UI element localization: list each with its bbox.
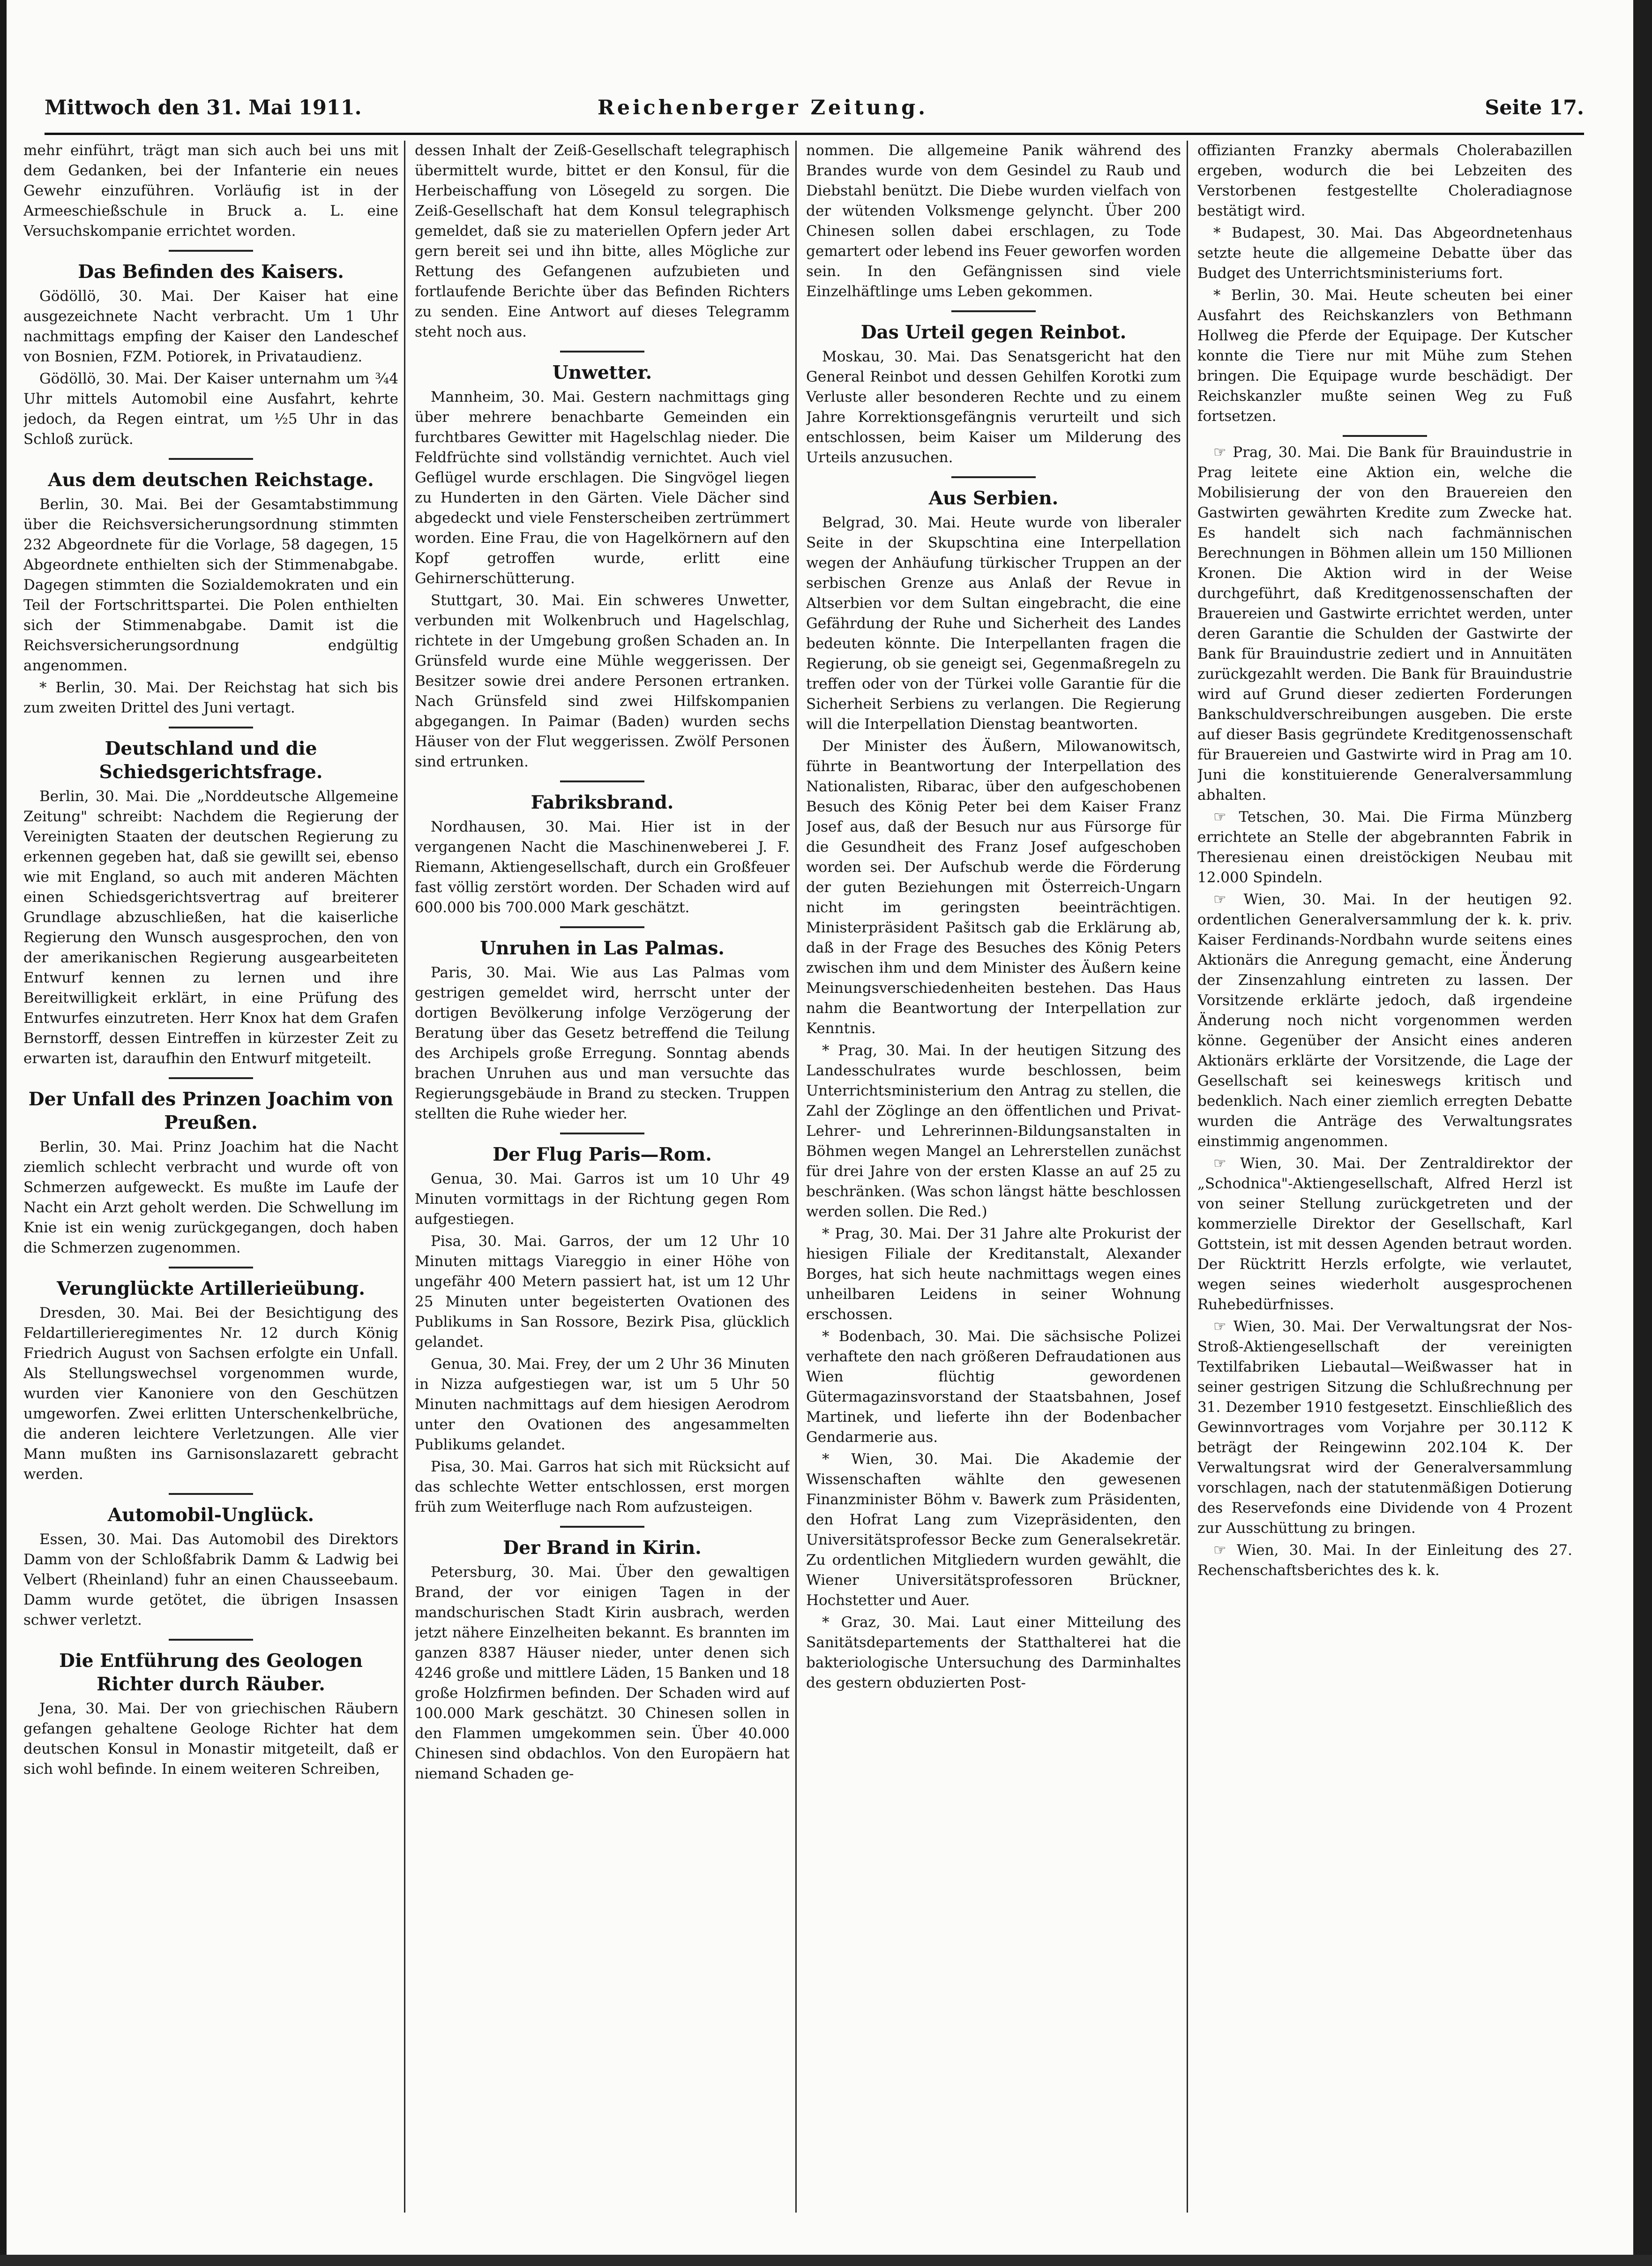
article-paragraph: Gödöllö, 30. Mai. Der Kaiser hat eine ausgezeichnete Nacht verbracht. Um 1 Uhr nachmittags empfing der Kaiser den Landeschef von Bosnien, FZM. Potiorek, in Privataudienz. <box>23 288 398 365</box>
article-separator <box>560 351 644 353</box>
article-paragraph: ☞ Wien, 30. Mai. In der heutigen 92. ordentlichen Generalversammlung der k. k. priv. Kaiser Ferdinands-Nordbahn wurde seitens eines Aktionärs die Anregung gemacht, eine Änderung der Zinsenzahlung eintreten zu lassen. Der Vorsitzende erklärte jedoch, daß irgendeine Änderung noch nicht vorgenommen werden könne. Gegenüber der Ansicht eines anderen Aktionärs erklärte der Vorsitzende, die Lage der Gesellschaft sei keineswegs kritisch und bedenklich. Nach einer ziemlich erregten Debatte wurden die Anträge des Verwaltungsrates einstimmig angenommen. <box>1197 891 1572 1150</box>
article <box>415 351 790 772</box>
article-paragraph: dessen Inhalt der Zeiß-Gesellschaft telegraphisch übermittelt wurde, bittet er den Konsul, für die Herbeischaffung von Lösegeld zu sorgen. Die Zeiß-Gesellschaft hat dem Konsul telegraphisch gemeldet, daß sie zu materiellen Opfern jeder Art gern bereit sei und ihn bitte, alles Mögliche zur Rettung des Gefangenen aufzubieten und fortlaufende Berichte über das Befinden Richters zu senden. Eine Antwort auf dieses Telegramm steht noch aus. <box>415 142 790 340</box>
article-paragraph: ☞ Tetschen, 30. Mai. Die Firma Münzberg errichtete an Stelle der abgebrannten Fabrik in Theresienau einen dreistöckigen Neubau mit 12.000 Spindeln. <box>1197 809 1572 886</box>
article-separator <box>169 1077 253 1079</box>
article-paragraph: offizianten Franzky abermals Cholerabazillen ergeben, wodurch die bei Lebzeiten des Verstorbenen festgestellte Choleradiagnose bestätigt wird. <box>1197 142 1572 219</box>
article <box>23 458 398 718</box>
article <box>23 727 398 1069</box>
article-paragraph: Berlin, 30. Mai. Bei der Gesamtabstimmung über die Reichsversicherungsordnung stimmten 232 Abgeordnete für die Vorlage, 58 dagegen, 15 Abgeordnete enthielten sich der Stimmenabgabe. Dagegen stimmten die Sozialdemokraten und ein Teil der Fortschrittspartei. Die Polen enthielten sich der Stimmenabgabe. Damit ist die Reichsversicherungsordnung endgültig angenommen. <box>23 496 398 674</box>
article <box>806 310 1181 468</box>
article-paragraph: Der Minister des Äußern, Milowanowitsch, führte in Beantwortung der Interpellation des Nationalisten, Ribarac, über den aufgeschobenen Besuch des König Peter bei dem Kaiser Franz Josef aus, daß der Besuch nur aus Fürsorge für die Gesundheit des Franz Josef aufgeschoben worden sei. Der Aufschub werde die Förderung der guten Beziehungen mit Österreich-Ungarn nicht im geringsten beeinträchtigen. Ministerpräsident Pašitsch gab die Erklärung ab, daß in der Frage des Besuches des König Peters zwischen ihm und dem Minister des Äußern keine Meinungsverschiedenheiten bestehen. Das Haus nahm die Beantwortung der Interpellation zur Kenntnis. <box>806 738 1181 1037</box>
article-separator <box>951 476 1036 478</box>
article-separator <box>560 926 644 928</box>
article-headline: Der Flug Paris—Rom. <box>493 1144 712 1165</box>
article-paragraph: * Bodenbach, 30. Mai. Die sächsische Polizei verhaftete den nach größeren Defraudationen aus Wien flüchtig gewordenen Gütermagazinsvorstand der Staatsbahnen, Josef Martinek, und lieferte ihn der Bodenbacher Gendarmerie aus. <box>806 1328 1181 1446</box>
article <box>415 141 790 342</box>
article-headline: Der Unfall des Prinzen Joachim von Preußen. <box>28 1088 394 1133</box>
article-separator <box>169 250 253 252</box>
article-headline: Unwetter. <box>552 362 652 383</box>
article-paragraph: Pisa, 30. Mai. Garros, der um 12 Uhr 10 Minuten mittags Viareggio in einer Höhe von ungefähr 400 Metern passiert hat, ist um 12 Uhr 25 Minuten unter begeisterten Ovationen des Publikums in San Rossore, Bezirk Pisa, glücklich gelandet. <box>415 1233 790 1351</box>
article <box>415 1526 790 1784</box>
article-headline: Aus dem deutschen Reichstage. <box>48 469 374 491</box>
scan-edge-left <box>0 0 7 2266</box>
article <box>806 141 1181 302</box>
article-headline: Aus Serbien. <box>928 488 1059 509</box>
article-paragraph: * Prag, 30. Mai. In der heutigen Sitzung des Landesschulrates wurde beschlossen, beim Unterrichtsministerium den Antrag zu stellen, die Zahl der Zöglinge an den öffentlichen und Privat-Lehrer- und Lehrerinnen-Bildungsanstalten in Böhmen wegen Mangel an Lehrerstellen zunächst für drei Jahre von der ersten Klasse an auf 25 zu beschränken. (Was schon längst hätte beschlossen werden sollen. Die Red.) <box>806 1042 1181 1220</box>
article-paragraph: Genua, 30. Mai. Frey, der um 2 Uhr 36 Minuten in Nizza aufgestiegen war, ist um 5 Uhr 50 Minuten nachmittags auf dem hiesigen Aerodrom unter den Ovationen des angesammelten Publikums gelandet. <box>415 1356 790 1453</box>
article-paragraph: Belgrad, 30. Mai. Heute wurde von liberaler Seite in der Skupschtina eine Interpellation wegen der Anhäufung türkischer Truppen an der serbischen Grenze aus Anlaß der Revue in Altserbien vor dem Sultan eingebracht, die eine Gefährdung der Ruhe und Sicherheit des Landes bedeuten könnte. Die Interpellanten fragen die Regierung, ob sie geneigt sei, Gegenmaßregeln zu treffen oder von der Türkei volle Garantie für die Sicherheit Serbiens zu verlangen. Die Regierung will die Interpellation Dienstag beantworten. <box>806 514 1181 733</box>
article-paragraph: Genua, 30. Mai. Garros ist um 10 Uhr 49 Minuten vormittags in der Richtung gegen Rom aufgestiegen. <box>415 1171 790 1228</box>
article <box>23 1077 398 1258</box>
article <box>1197 435 1572 1581</box>
article-headline: Verunglückte Artillerieübung. <box>57 1278 365 1299</box>
header-date: Mittwoch den 31. Mai 1911. <box>45 96 362 120</box>
article <box>415 1133 790 1517</box>
article <box>23 1493 398 1630</box>
article-paragraph: Moskau, 30. Mai. Das Senatsgericht hat den General Reinbot und dessen Gehilfen Korotki zum Verluste aller besonderen Rechte und zu einem Jahre Korrektionsgefängnis verurteilt und sich entschlossen, beim Kaiser um Milderung des Urteils anzusuchen. <box>806 348 1181 466</box>
header-rule <box>45 133 1584 135</box>
article-paragraph: Essen, 30. Mai. Das Automobil des Direktors Damm von der Schloßfabrik Damm & Ladwig bei Velbert (Rheinland) fuhr an einen Chausseebaum. Damm wurde getötet, die übrigen Insassen schwer verletzt. <box>23 1531 398 1628</box>
article-paragraph: Pisa, 30. Mai. Garros hat sich mit Rücksicht auf das schlechte Wetter entschlossen, erst morgen früh zum Weiterfluge nach Rom aufzusteigen. <box>415 1458 790 1516</box>
column-3 <box>806 141 1181 2208</box>
article-paragraph: * Prag, 30. Mai. Der 31 Jahre alte Prokurist der hiesigen Filiale der Kreditanstalt, Alexander Borges, hat sich heute nachmittags wegen eines unheilbaren Leidens in seiner Wohnung erschossen. <box>806 1225 1181 1323</box>
scan-edge-bottom <box>0 2255 1652 2266</box>
article <box>806 476 1181 1693</box>
article-paragraph: * Wien, 30. Mai. Die Akademie der Wissenschaften wählte den gewesenen Finanzminister Böhm v. Bawerk zum Präsidenten, den Hofrat Lang zum Vizepräsidenten, den Universitätsprofessor Becke zum Generalsekretär. Zu ordentlichen Mitgliedern wurden gewählt, die Wiener Universitätsprofessoren Brückner, Hochstetter und Auer. <box>806 1451 1181 1609</box>
article-paragraph: * Berlin, 30. Mai. Heute scheuten bei einer Ausfahrt des Reichskanzlers von Bethmann Hollweg die Pferde der Equipage. Der Kutscher konnte die Tiere nur mit Mühe zum Stehen bringen. Die Equipage wurde beschädigt. Der Reichskanzler mußte seinen Weg zu Fuß fortsetzen. <box>1197 287 1572 425</box>
article <box>415 780 790 918</box>
article-paragraph: * Berlin, 30. Mai. Der Reichstag hat sich bis zum zweiten Drittel des Juni vertagt. <box>23 679 398 716</box>
article <box>23 250 398 450</box>
article-separator <box>169 458 253 460</box>
article-paragraph: Berlin, 30. Mai. Die „Norddeutsche Allgemeine Zeitung" schreibt: Nachdem die Regierung der Vereinigten Staaten der deutschen Regierung zu erkennen gegeben hat, daß sie gewillt sei, ebenso wie mit England, so auch mit anderen Mächten einen Schiedsgerichtsvertrag auf breiterer Grundlage abzuschließen, hat die kaiserliche Regierung den Wunsch ausgesprochen, den von der amerikanischen Regierung ausgearbeiteten Entwurf kennen zu lernen und ihre Bereitwilligkeit erklärt, in eine Prüfung des Entwurfes einzutreten. Herr Knox hat dem Grafen Bernstorff, dessen Eintreffen in kürzester Zeit zu erwarten ist, daraufhin den Entwurf mitgeteilt. <box>23 788 398 1067</box>
column-4 <box>1197 141 1572 2208</box>
article-paragraph: mehr einführt, trägt man sich auch bei uns mit dem Gedanken, bei der Infanterie ein neues Gewehr einzuführen. Vorläufig ist in der Armeeschießschule in Bruck a. L. eine Versuchskompanie errichtet worden. <box>23 142 398 240</box>
article-separator <box>169 1639 253 1641</box>
article-headline: Deutschland und die Schiedsgerichtsfrage. <box>99 738 323 783</box>
article <box>23 141 398 241</box>
article-headline: Automobil-Unglück. <box>107 1504 314 1526</box>
article <box>415 926 790 1124</box>
article-headline: Das Befinden des Kaisers. <box>78 261 344 283</box>
article-separator <box>169 1267 253 1268</box>
article-separator <box>560 1133 644 1134</box>
article-separator <box>560 780 644 782</box>
article-paragraph: Petersburg, 30. Mai. Über den gewaltigen Brand, der vor einigen Tagen in der mandschurischen Stadt Kirin ausbrach, werden jetzt nähere Einzelheiten bekannt. Es brannten im ganzen 8387 Häuser nieder, unter denen sich 4246 große und mittlere Läden, 15 Banken und 18 große Holzfirmen befinden. Der Schaden wird auf 100.000 Mark geschätzt. 30 Chinesen sollen in den Flammen umgekommen sein. Über 40.000 Chinesen sind obdachlos. Von den Europäern hat niemand Schaden ge- <box>415 1564 790 1782</box>
article-headline: Unruhen in Las Palmas. <box>480 938 725 959</box>
article-paragraph: ☞ Wien, 30. Mai. In der Einleitung des 27. Rechenschaftsberichtes des k. k. <box>1197 1542 1572 1579</box>
page-header <box>45 96 1584 129</box>
scan-edge-right <box>1633 0 1652 2266</box>
article-headline: Die Entführung des Geologen Richter durch Räuber. <box>59 1650 363 1695</box>
article-separator <box>951 310 1036 312</box>
column-2 <box>415 141 790 2208</box>
article-paragraph: Mannheim, 30. Mai. Gestern nachmittags ging über mehrere benachbarte Gemeinden ein furchtbares Gewitter mit Hagelschlag nieder. Die Feldfrüchte sind vollständig vernichtet. Auch viel Geflügel wurde erschlagen. Die Singvögel liegen zu Hunderten in den Gärten. Viele Dächer sind abgedeckt und viele Fensterscheiben zertrümmert worden. Eine Frau, die von Hagelkörnern auf den Kopf getroffen wurde, erlitt eine Gehirnerschütterung. <box>415 389 790 587</box>
article-paragraph: ☞ Prag, 30. Mai. Die Bank für Brauindustrie in Prag leitete eine Aktion ein, welche die Mobilisierung der von den Brauereien den Gastwirten gewährten Kredite zum Zwecke hat. Es handelt sich nach fachmännischen Berechnungen in Böhmen allein um 150 Millionen Kronen. Die Aktion wird in der Weise durchgeführt, daß Kreditgenossenschaften der Brauereien und Gastwirte errichtet werden, unter deren Garantie die Schulden der Gastwirte der Bank für Brauindustrie zediert und in Annuitäten zurückgezahlt werden. Die Bank für Brauindustrie wird auf Grund dieser zedierten Forderungen Bankschuldverschreibungen ausgeben. Die erste auf dieser Basis gegründete Kreditgenossenschaft für Brauereien und Gastwirte wird in Prag am 10. Juni die konstituierende Generalversammlung abhalten. <box>1197 444 1572 803</box>
article-paragraph: Jena, 30. Mai. Der von griechischen Räubern gefangen gehaltene Geologe Richter hat dem deutschen Konsul in Monastir mitgeteilt, daß er sich wohl befinde. In einem weiteren Schreiben, <box>23 1700 398 1778</box>
header-page-number: Seite 17. <box>1485 96 1584 120</box>
article-headline: Der Brand in Kirin. <box>503 1537 702 1559</box>
article-paragraph: * Budapest, 30. Mai. Das Abgeordnetenhaus setzte heute die allgemeine Debatte über das Budget des Unterrichtsministeriums fort. <box>1197 225 1572 282</box>
column-divider <box>404 141 405 2213</box>
article-paragraph: ☞ Wien, 30. Mai. Der Verwaltungsrat der Nos-Stroß-Aktiengesellschaft der vereinigten Textilfabriken Liebautal—Weißwasser hat in seiner gestrigen Sitzung die Schlußrechnung per 31. Dezember 1910 festgesetzt. Einschließlich des Gewinnvortrages vom Vorjahre per 30.112 K beträgt der Reingewinn 202.104 K. Der Verwaltungsrat wird der Generalversammlung vorschlagen, nach der statutenmäßigen Dotierung des Reservefonds eine Dividende von 4 Prozent zur Ausschüttung zu bringen. <box>1197 1318 1572 1537</box>
article-separator <box>169 1493 253 1495</box>
article-paragraph: Dresden, 30. Mai. Bei der Besichtigung des Feldartillerieregimentes Nr. 12 durch König Friedrich August von Sachsen erfolgte ein Unfall. Als Stellungswechsel vorgenommen wurde, wurden vier Kanoniere von den Geschützen umgeworfen. Zwei erlitten Unterschenkelbrüche, die anderen leichtere Verletzungen. Alle vier Mann mußten ins Garnisonslazarett gebracht werden. <box>23 1305 398 1483</box>
article <box>23 1267 398 1485</box>
article-paragraph: Berlin, 30. Mai. Prinz Joachim hat die Nacht ziemlich schlecht verbracht und wurde oft von Schmerzen aufgeweckt. Es mußte im Laufe der Nacht ein Arzt geholt werden. Die Schwellung im Knie ist ein wenig zurückgegangen, doch haben die Schmerzen zugenommen. <box>23 1139 398 1256</box>
article-separator <box>1343 435 1427 437</box>
article-paragraph: Nordhausen, 30. Mai. Hier ist in der vergangenen Nacht die Maschinenweberei J. F. Riemann, Aktiengesellschaft, durch ein Großfeuer fast völlig zerstört worden. Der Schaden wird auf 600.000 bis 700.000 Mark geschätzt. <box>415 818 790 916</box>
column-1 <box>23 141 398 2208</box>
column-divider <box>1187 141 1188 2213</box>
article-headline: Das Urteil gegen Reinbot. <box>860 322 1127 343</box>
column-divider <box>795 141 797 2213</box>
article-separator <box>560 1526 644 1528</box>
article <box>1197 141 1572 427</box>
article-separator <box>169 727 253 728</box>
article-paragraph: Gödöllö, 30. Mai. Der Kaiser unternahm um ¾4 Uhr mittels Automobil eine Ausfahrt, kehrte jedoch, da Regen eintrat, um ½5 Uhr in das Schloß zurück. <box>23 370 398 448</box>
header-newspaper-title: Reichenberger Zeitung. <box>598 96 928 120</box>
article-paragraph: Stuttgart, 30. Mai. Ein schweres Unwetter, verbunden mit Wolkenbruch und Hagelschlag, richtete in der Umgebung großen Schaden an. In Grünsfeld wurde eine Mühle weggerissen. Der Besitzer sowie drei andere Personen ertranken. Nach Grünsfeld sind zwei Hilfskompanien abgegangen. In Paimar (Baden) wurden sechs Häuser von der Flut weggerissen. Zwölf Personen sind ertrunken. <box>415 592 790 770</box>
article-headline: Fabriksbrand. <box>531 792 674 813</box>
article-paragraph: Paris, 30. Mai. Wie aus Las Palmas vom gestrigen gemeldet wird, herrscht unter der dortigen Bevölkerung infolge Verzögerung der Beratung über das Gesetz betreffend die Teilung des Archipels große Erregung. Sonntag abends brachen Unruhen aus und man versuchte das Regierungsgebäude in Brand zu stecken. Truppen stellten die Ruhe wieder her. <box>415 964 790 1122</box>
article <box>23 1639 398 1779</box>
article-paragraph: * Graz, 30. Mai. Laut einer Mitteilung des Sanitätsdepartements der Statthalterei hat die bakteriologische Untersuchung des Darminhaltes des gestern obduzierten Post- <box>806 1614 1181 1691</box>
article-paragraph: ☞ Wien, 30. Mai. Der Zentraldirektor der „Schodnica"-Aktiengesellschaft, Alfred Herzl ist von seiner Stellung zurückgetreten und der kommerzielle Direktor der Gesellschaft, Karl Gottstein, ist mit dessen Agenden betraut worden. Der Rücktritt Herzls erfolgte, wie verlautet, wegen seines wiederholt ausgesprochenen Ruhebedürfnisses. <box>1197 1155 1572 1313</box>
article-paragraph: nommen. Die allgemeine Panik während des Brandes wurde von dem Gesindel zu Raub und Diebstahl benützt. Die Diebe wurden vielfach von der wütenden Volksmenge gelyncht. Über 200 Chinesen sollen dabei erschlagen, zu Tode gemartert oder lebend ins Feuer geworfen worden sein. In den Gefängnissen sind viele Einzelhäftlinge ums Leben gekommen. <box>806 142 1181 300</box>
